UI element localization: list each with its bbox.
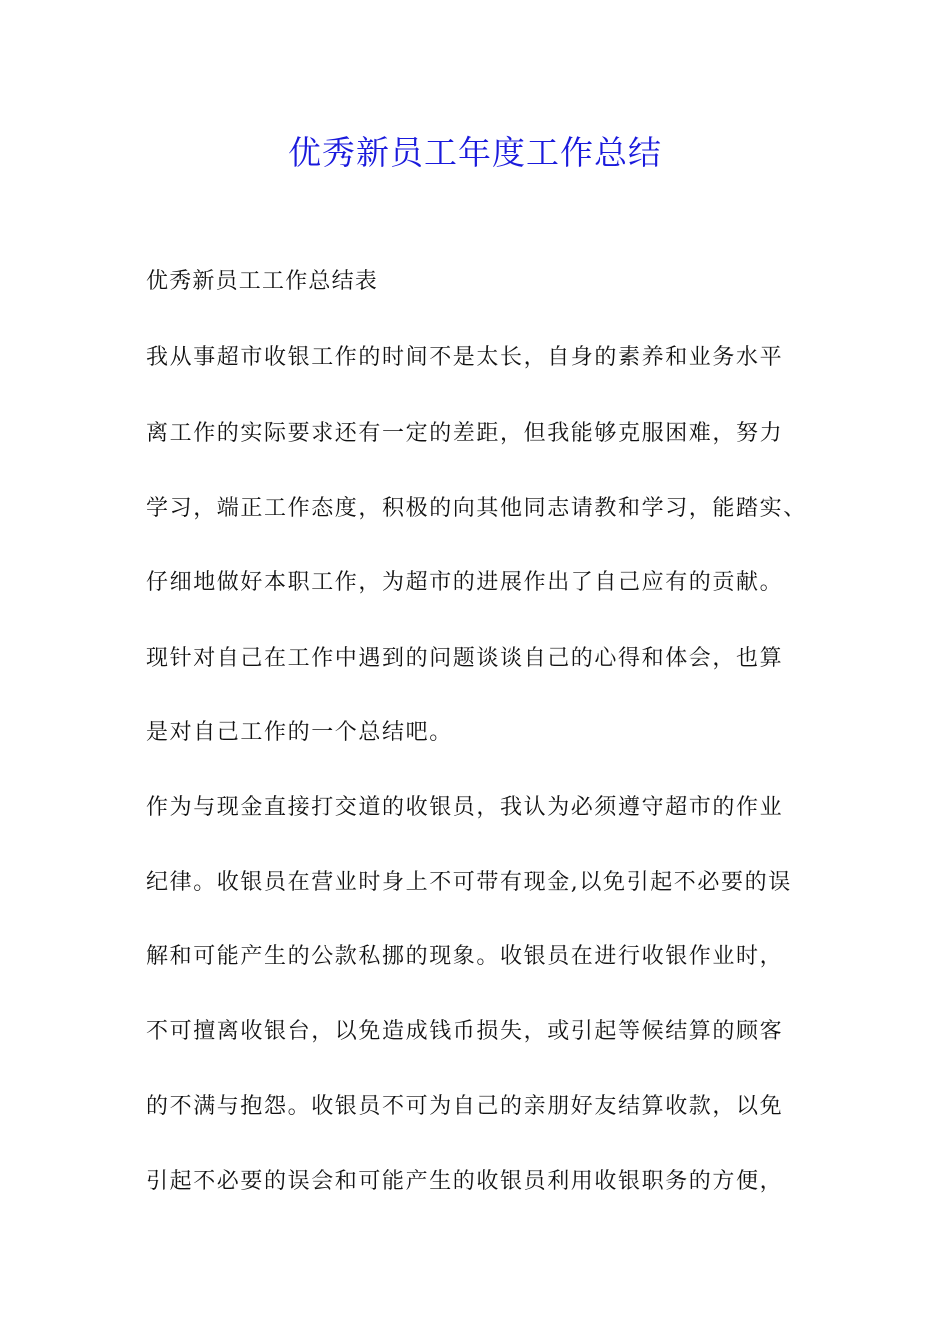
paragraph-line: 离工作的实际要求还有一定的差距，但我能够克服困难，努力 (146, 421, 784, 446)
paragraph-line: 不可擅离收银台，以免造成钱币损失，或引起等候结算的顾客 (146, 1019, 784, 1044)
paragraph-line: 现针对自己在工作中遇到的问题谈谈自己的心得和体会，也算 (146, 646, 784, 671)
paragraph-line: 作为与现金直接打交道的收银员，我认为必须遵守超市的作业 (146, 795, 784, 820)
paragraph-line: 的不满与抱怨。收银员不可为自己的亲朋好友结算收款，以免 (146, 1094, 784, 1119)
document-title: 优秀新员工年度工作总结 (288, 133, 662, 172)
paragraph-line: 引起不必要的误会和可能产生的收银员利用收银职务的方便， (146, 1169, 784, 1194)
paragraph-line: 学习，端正工作态度，积极的向其他同志请教和学习，能踏实、 (146, 496, 807, 521)
paragraph-line: 仔细地做好本职工作，为超市的进展作出了自己应有的贡献。 (146, 570, 784, 595)
paragraph-line: 是对自己工作的一个总结吧。 (146, 720, 453, 745)
paragraph-line: 纪律。收银员在营业时身上不可带有现金,以免引起不必要的误 (146, 870, 792, 895)
paragraph-line: 解和可能产生的公款私挪的现象。收银员在进行收银作业时， (146, 944, 784, 969)
document-subheading: 优秀新员工工作总结表 (146, 269, 379, 294)
paragraph-line: 我从事超市收银工作的时间不是太长，自身的素养和业务水平 (146, 345, 784, 370)
